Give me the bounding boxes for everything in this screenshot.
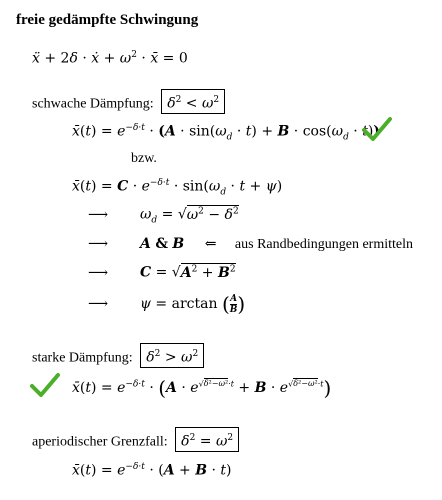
- psi-row: ⟶ $\psi = \arctan (\frac{A}{B}$ ): [88, 292, 246, 316]
- left-arrow-icon: ⇐: [204, 236, 217, 252]
- arrow-icon: ⟶: [88, 236, 109, 252]
- checkmark-icon: [362, 116, 392, 142]
- omega-d-row: ⟶ $\omega_d = √\omega^2 - \delta^2$: [88, 206, 239, 226]
- c-row: ⟶ $C = √A^2 + B^2$: [88, 264, 236, 281]
- strong-damping-solution: x̄(t) = $e^{-\delta\cdot t} \cdot (A \cdot e^{√\delta^2-\omega^2\cdot t} + B \cdot e^{√\delta^2-\omega^2\cdot t})$: [72, 376, 332, 400]
- strong-damping-condition: $\delta^2 > \omega^2$: [140, 343, 204, 368]
- strong-damping-row: [32, 343, 204, 368]
- aperiodic-condition: $\delta^2 = \omega^2$: [175, 427, 239, 452]
- checkmark-icon: [30, 372, 60, 398]
- aperiodic-row: [32, 427, 239, 452]
- differential-equation: ẍ + 2δ · ẋ + $\omega^2$ · x̄ = 0: [32, 50, 188, 67]
- boundary-conditions-text: aus Randbedingungen ermitteln: [234, 237, 413, 252]
- strong-damping-label: starke Dämpfung:: [32, 350, 133, 366]
- aperiodic-label: aperiodischer Grenzfall:: [32, 434, 168, 450]
- arrow-icon: ⟶: [88, 206, 109, 223]
- arrow-icon: ⟶: [88, 264, 109, 281]
- weak-damping-solution: x̄(t) = $e^{-\delta\cdot t} \cdot (A \cdot \sin(\omega_d \cdot t) + B \cdot \cos(\omega_d \cdot t))$: [72, 123, 380, 143]
- weak-damping-label: schwache Dämpfung:: [32, 96, 154, 112]
- weak-damping-row: [32, 89, 225, 114]
- aperiodic-solution: x̄(t) = $e^{-\delta\cdot t} \cdot (A + B \cdot t)$: [72, 462, 232, 479]
- ab-row: ⟶ A & B ⇐ aus Randbedingungen ermitteln: [88, 236, 413, 252]
- arrow-icon: ⟶: [88, 296, 109, 312]
- page-title: freie gedämpfte Schwingung: [16, 12, 199, 28]
- alternative-solution: x̄(t) = $C \cdot e^{-\delta\cdot t} \cdot \sin(\omega_d \cdot t + \psi)$: [72, 178, 283, 198]
- weak-damping-condition: $\delta^2 < \omega^2$: [161, 89, 225, 114]
- bzw-text: bzw.: [131, 151, 157, 166]
